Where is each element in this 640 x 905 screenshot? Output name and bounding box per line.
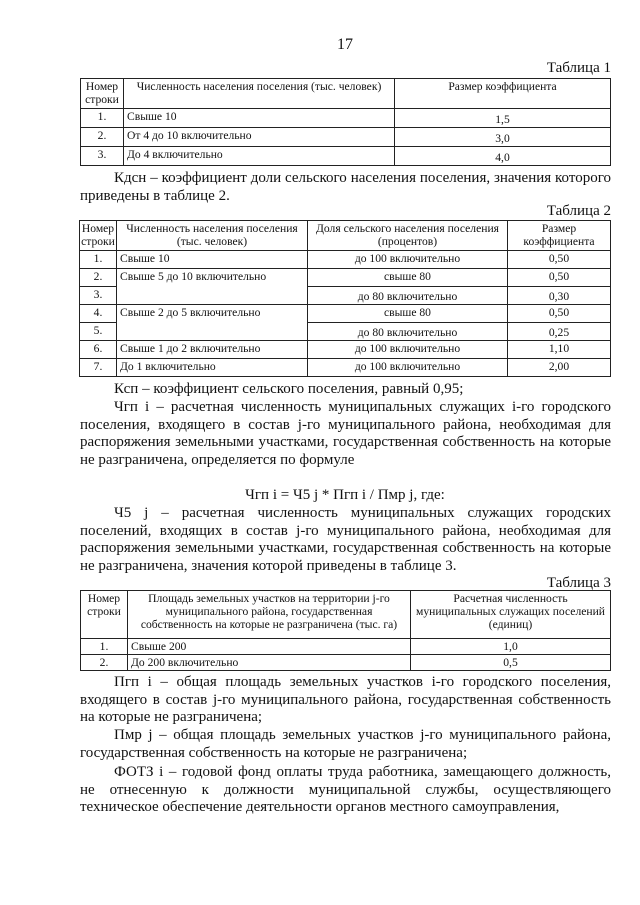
paragraph-text: Ксп – коэффициент сельского поселения, равный 0,95; <box>114 381 464 397</box>
cell: 2. <box>81 655 128 671</box>
cell: 1,10 <box>508 341 611 359</box>
cell: до 80 включительно <box>308 287 508 305</box>
paragraph-text: Кдсн – коэффициент доли сельского населения поселения, значения которого приведены в таблице 2. <box>80 170 611 204</box>
table-row <box>81 639 611 655</box>
cell: 1. <box>80 251 117 269</box>
cell: 5. <box>80 323 117 341</box>
cell: 2. <box>80 269 117 287</box>
table1-caption: Таблица 1 <box>546 60 611 76</box>
table-row <box>80 269 611 287</box>
page-number: 17 <box>337 36 353 53</box>
table1 <box>80 78 611 166</box>
cell: 0,30 <box>508 287 611 305</box>
header-cell: Размер коэффициента <box>508 221 611 251</box>
cell: Свыше 200 <box>128 639 411 655</box>
cell: Свыше 10 <box>124 109 395 128</box>
paragraph-pmr <box>80 727 611 762</box>
table-row <box>81 655 611 671</box>
header-cell: Расчетная численность муниципальных служащих поселений (единиц) <box>411 591 611 639</box>
table-row <box>81 109 611 128</box>
cell: 1,5 <box>395 109 611 128</box>
cell: До 200 включительно <box>128 655 411 671</box>
cell: 1. <box>81 639 128 655</box>
cell: 0,50 <box>508 251 611 269</box>
cell: До 4 включительно <box>124 147 395 166</box>
paragraph-pgp <box>80 674 611 727</box>
table-header-row <box>81 79 611 109</box>
paragraph-text: ФОТЗ i – годовой фонд оплаты труда работника, замещающего должность, не отнесенную к должности муниципальной службы, осуществляющего техническое обеспечение деятельности органов местного самоуправления, <box>80 764 611 816</box>
paragraph-ch5 <box>80 505 611 575</box>
header-cell: Площадь земельных участков на территории j-го муниципального района, государственная собственность на которые не разграничена (тыс. га) <box>128 591 411 639</box>
table2 <box>79 220 611 377</box>
table3 <box>80 590 611 671</box>
cell: До 1 включительно <box>117 359 308 377</box>
table-row <box>81 128 611 147</box>
paragraph-kdsn <box>80 170 611 205</box>
table-header-row <box>80 221 611 251</box>
cell: до 80 включительно <box>308 323 508 341</box>
table-row <box>81 147 611 166</box>
cell: 1. <box>81 109 124 128</box>
table-row <box>80 251 611 269</box>
cell: 2,00 <box>508 359 611 377</box>
cell: Свыше 10 <box>117 251 308 269</box>
cell: 4. <box>80 305 117 323</box>
header-cell: Численность населения поселения (тыс. человек) <box>124 79 395 109</box>
paragraph-text: Чгп i – расчетная численность муниципальных служащих i-го городского поселения, входящего в состав j-го муниципального района, необходимая для распоряжения земельными участками, государственная собственность на которые не разграничена, определяется по формуле <box>80 399 611 468</box>
paragraph-chgp <box>80 399 611 469</box>
header-cell: Размер коэффициента <box>395 79 611 109</box>
paragraph-text: Пмр j – общая площадь земельных участков j-го муниципального района, государственная собственность на которые не разграничена; <box>80 727 611 761</box>
table2-caption: Таблица 2 <box>546 203 611 219</box>
cell: свыше 80 <box>308 269 508 287</box>
cell: 0,5 <box>411 655 611 671</box>
paragraph-text: Пгп i – общая площадь земельных участков i-го городского поселения, входящего в состав j-го муниципального района, государственная собственность на которые не разграничена; <box>80 674 611 726</box>
table-row <box>80 305 611 323</box>
cell: 7. <box>80 359 117 377</box>
cell: до 100 включительно <box>308 341 508 359</box>
cell: 2. <box>81 128 124 147</box>
header-cell: Численность населения поселения (тыс. человек) <box>117 221 308 251</box>
header-cell: Номер строки <box>81 79 124 109</box>
header-cell: Номер строки <box>80 221 117 251</box>
table3-caption: Таблица 3 <box>546 575 611 591</box>
cell: 3. <box>81 147 124 166</box>
cell: свыше 80 <box>308 305 508 323</box>
cell: 3,0 <box>395 128 611 147</box>
paragraph-text: Ч5 j – расчетная численность муниципальных служащих городских поселений, входящих в состав j-го муниципального района, необходимая для распоряжения земельными участками, государственная собственность на которые не разграничена, значения которой приведены в таблице 3. <box>80 505 611 574</box>
cell: 3. <box>80 287 117 305</box>
cell: 6. <box>80 341 117 359</box>
cell: Свыше 2 до 5 включительно <box>117 305 308 341</box>
header-cell: Доля сельского населения поселения (процентов) <box>308 221 508 251</box>
cell: до 100 включительно <box>308 251 508 269</box>
cell: Свыше 1 до 2 включительно <box>117 341 308 359</box>
formula: Чгп i = Ч5 j * Пгп i / Пмр j, где: <box>245 487 445 503</box>
cell: От 4 до 10 включительно <box>124 128 395 147</box>
header-cell: Номер строки <box>81 591 128 639</box>
table-header-row <box>81 591 611 639</box>
cell: 0,25 <box>508 323 611 341</box>
paragraph-ksp <box>80 381 611 399</box>
cell: 1,0 <box>411 639 611 655</box>
cell: Свыше 5 до 10 включительно <box>117 269 308 305</box>
cell: 0,50 <box>508 269 611 287</box>
table-row <box>80 359 611 377</box>
cell: до 100 включительно <box>308 359 508 377</box>
table-row <box>80 341 611 359</box>
cell: 0,50 <box>508 305 611 323</box>
cell: 4,0 <box>395 147 611 166</box>
paragraph-fotz <box>80 764 611 817</box>
